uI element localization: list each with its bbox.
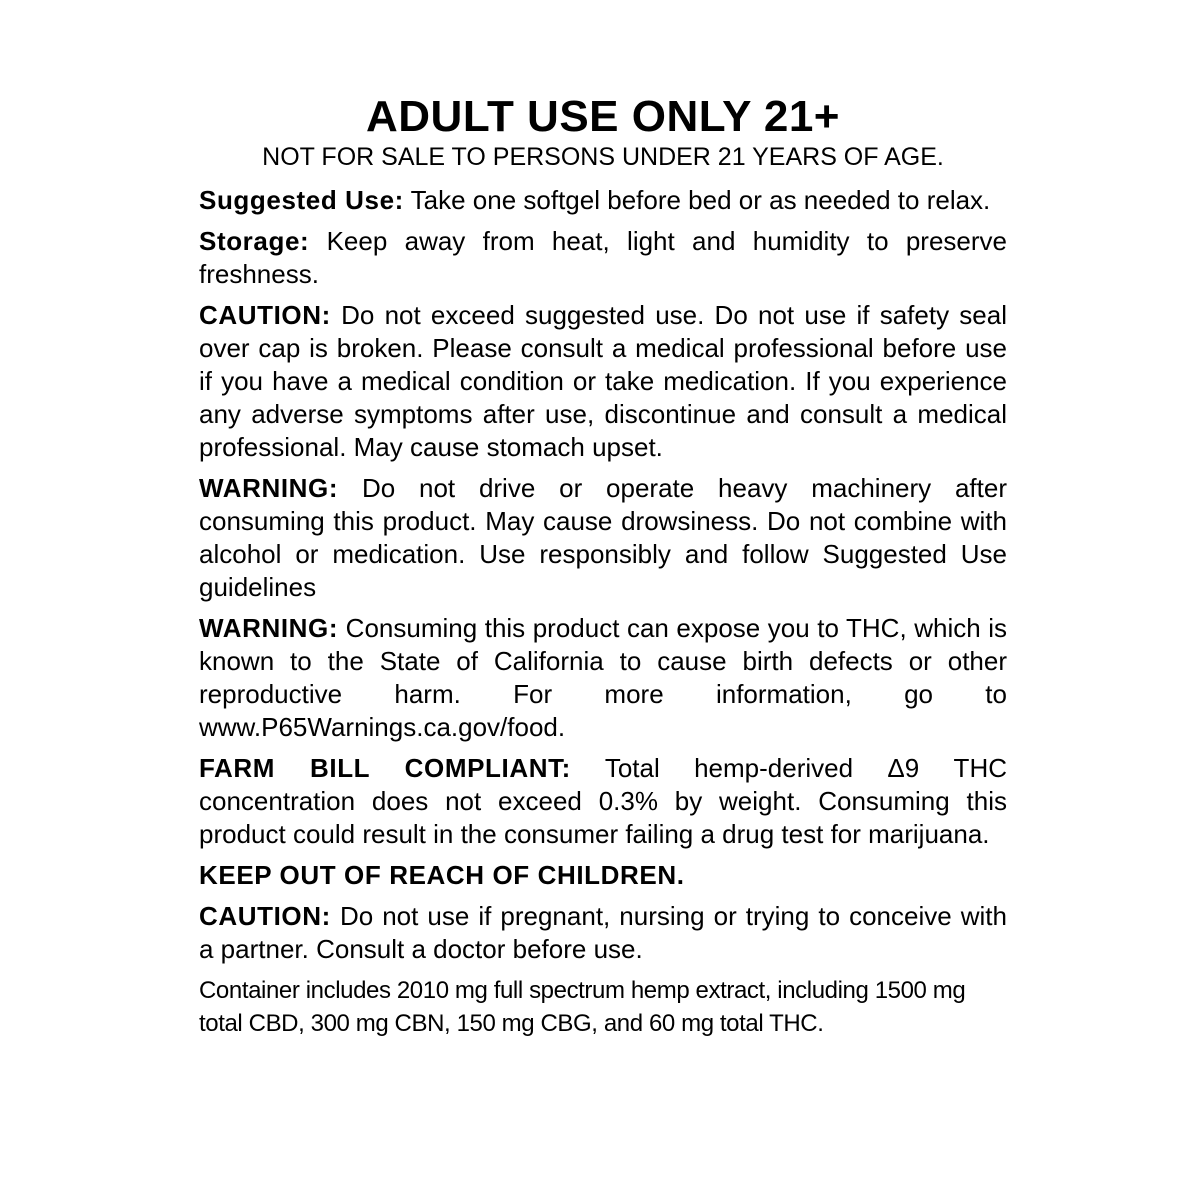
warning-label [199, 92, 1007, 1040]
warning-section-2 [199, 612, 1007, 744]
warning-label-2: WARNING: [199, 613, 339, 643]
storage-text: Keep away from heat, light and humidity to preserve freshness. [199, 226, 1007, 289]
caution-section-2 [199, 900, 1007, 966]
caution-label-1: CAUTION: [199, 300, 331, 330]
storage-label: Storage: [199, 226, 310, 256]
keep-out-of-reach-notice: KEEP OUT OF REACH OF CHILDREN. [199, 860, 685, 890]
suggested-use-label: Suggested Use: [199, 185, 404, 215]
age-restriction-subtitle: NOT FOR SALE TO PERSONS UNDER 21 YEARS OF AGE. [262, 143, 944, 171]
warning-section-1 [199, 472, 1007, 604]
container-contents-note: Container includes 2010 mg full spectrum hemp extract, including 1500 mg total CBD, 300 mg CBN, 150 mg CBG, and 60 mg total THC. [199, 977, 966, 1037]
caution-text-1: Do not exceed suggested use. Do not use if safety seal over cap is broken. Please consult a medical professional before use if you have a medical condition or take medication. If you experience any adverse symptoms after use, discontinue and consult a medical professional. May cause stomach upset. [199, 300, 1007, 462]
warning-text-1: Do not drive or operate heavy machinery after consuming this product. May cause drowsiness. Do not combine with alcohol or medication. Use responsibly and follow Suggested Use guidelines [199, 473, 1007, 602]
suggested-use-section [199, 184, 1007, 217]
farm-bill-text: Total hemp-derived Δ9 THC concentration does not exceed 0.3% by weight. Consuming this product could result in the consumer failing a drug test for marijuana. [199, 753, 1007, 849]
page-title: ADULT USE ONLY 21+ [366, 92, 840, 141]
farm-bill-label: FARM BILL COMPLIANT: [199, 753, 571, 783]
warning-label-1: WARNING: [199, 473, 339, 503]
caution-label-2: CAUTION: [199, 901, 331, 931]
warning-text-2: Consuming this product can expose you to THC, which is known to the State of California to cause birth defects or other reproductive harm. For more information, go to www.P65Warnings.ca.gov/food. [199, 613, 1007, 742]
caution-section-1 [199, 299, 1007, 464]
caution-text-2: Do not use if pregnant, nursing or trying to conceive with a partner. Consult a doctor before use. [199, 901, 1007, 964]
storage-section [199, 225, 1007, 291]
suggested-use-text: Take one softgel before bed or as needed to relax. [410, 185, 991, 215]
farm-bill-section [199, 752, 1007, 851]
